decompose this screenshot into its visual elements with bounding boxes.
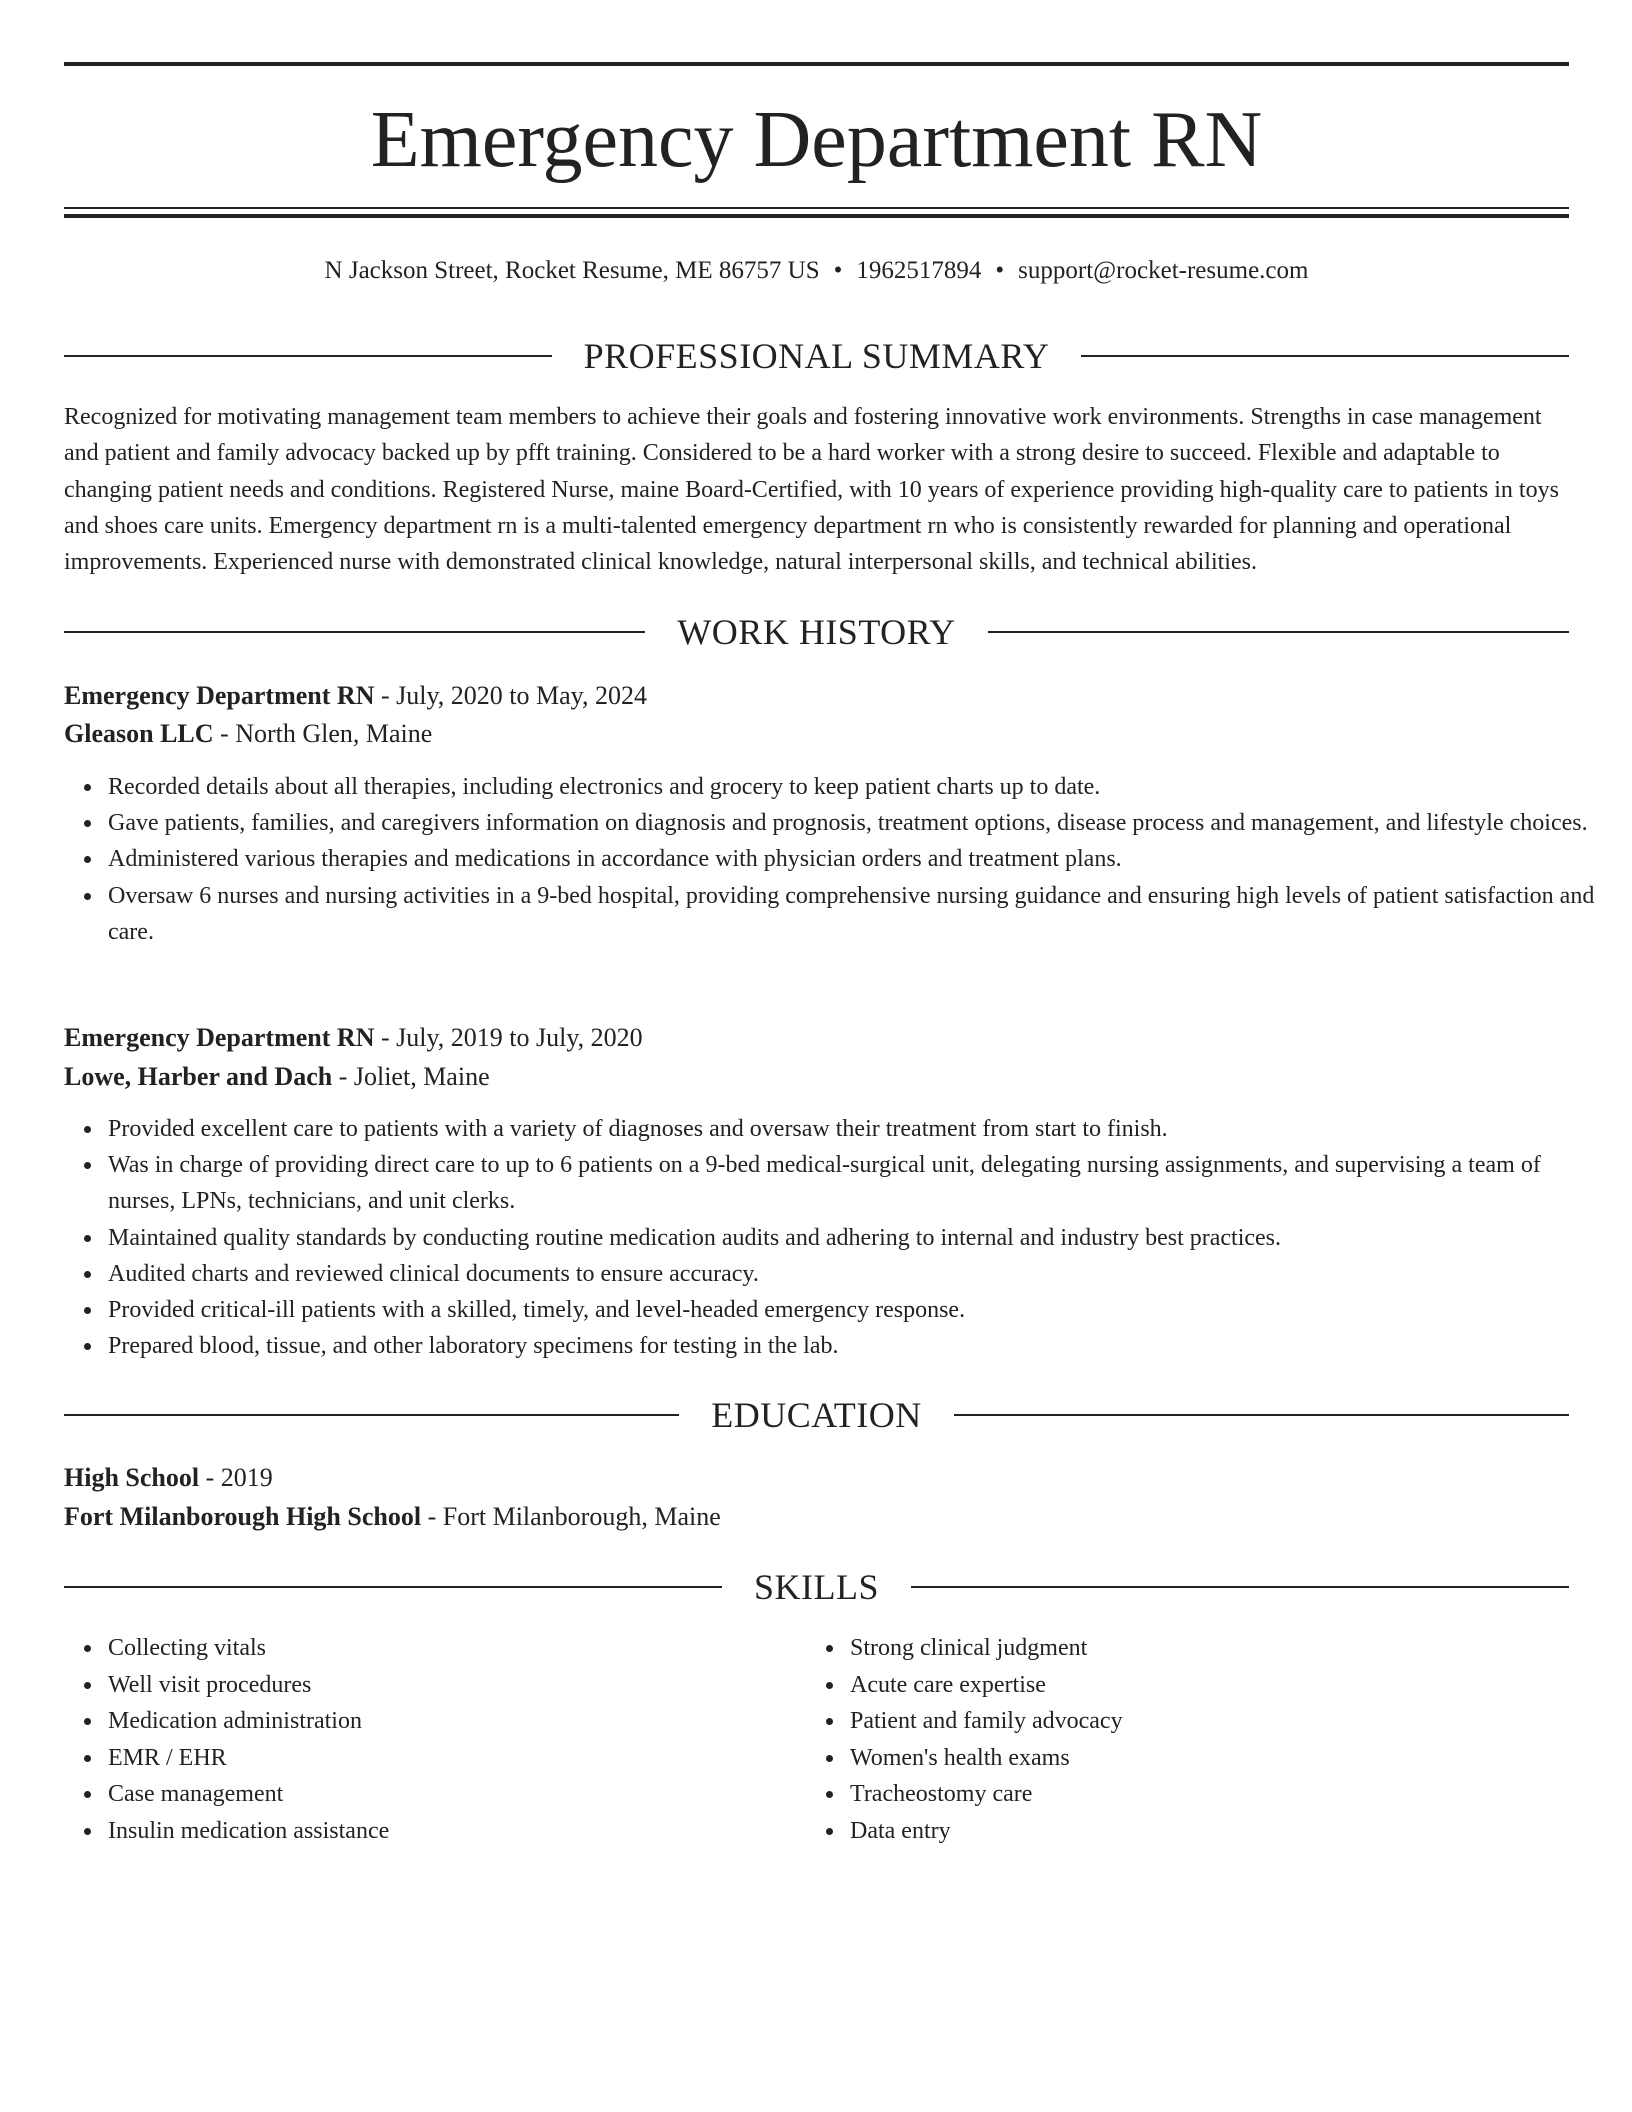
skill-item: Insulin medication assistance — [108, 1813, 808, 1850]
skill-item: Data entry — [850, 1813, 1550, 1850]
skill-item: Well visit procedures — [108, 1667, 808, 1704]
skill-item: Acute care expertise — [850, 1667, 1550, 1704]
job-location: - North Glen, Maine — [213, 719, 433, 748]
job-company: Lowe, Harber and Dach — [64, 1062, 333, 1091]
header-rule-lower — [64, 214, 1569, 218]
section-heading-education — [64, 1393, 1569, 1437]
contact-phone: 1962517894 — [856, 257, 982, 284]
skill-item: Case management — [108, 1776, 808, 1813]
section-title: EDUCATION — [711, 1395, 922, 1435]
section-title: WORK HISTORY — [677, 612, 956, 652]
job-company-line — [64, 715, 1569, 753]
header-top-rule — [64, 62, 1569, 66]
list-item: Maintained quality standards by conducting routine medication audits and adhering to internal and industry best practices. — [108, 1220, 1613, 1256]
skill-item: EMR / EHR — [108, 1740, 808, 1777]
contact-separator: • — [995, 257, 1005, 284]
job-title: Emergency Department RN — [64, 681, 375, 710]
contact-address: N Jackson Street, Rocket Resume, ME 86757 US — [324, 257, 820, 284]
heading-rule-left — [64, 631, 645, 633]
contact-email[interactable]: support@rocket-resume.com — [1018, 257, 1309, 284]
candidate-name: Emergency Department RN — [370, 96, 1263, 184]
heading-rule-right — [954, 1414, 1569, 1416]
header-rule-upper — [64, 207, 1569, 209]
contact-separator: • — [833, 257, 843, 284]
heading-rule-left — [64, 1586, 722, 1588]
education-school-line — [64, 1498, 1569, 1536]
education-degree: High School — [64, 1463, 200, 1492]
skill-item: Patient and family advocacy — [850, 1703, 1550, 1740]
section-heading-work — [64, 610, 1569, 654]
job-title: Emergency Department RN — [64, 1023, 375, 1052]
job-bullets — [64, 1111, 1613, 1364]
list-item: Audited charts and reviewed clinical documents to ensure accuracy. — [108, 1256, 1613, 1292]
education-location: - Fort Milanborough, Maine — [421, 1502, 721, 1531]
job-company-line — [64, 1058, 1569, 1096]
list-item: Gave patients, families, and caregivers information on diagnosis and prognosis, treatment options, disease process and management, and lifestyle choices. — [108, 805, 1613, 841]
list-item: Recorded details about all therapies, including electronics and grocery to keep patient charts up to date. — [108, 769, 1613, 805]
list-item: Oversaw 6 nurses and nursing activities in a 9-bed hospital, providing comprehensive nursing guidance and ensuring high levels of patient satisfaction and care. — [108, 878, 1613, 950]
section-heading-skills — [64, 1565, 1569, 1609]
skills-list-left — [64, 1630, 808, 1850]
job-dates: - July, 2019 to July, 2020 — [374, 1023, 643, 1052]
heading-rule-right — [1081, 355, 1569, 357]
education-year: - 2019 — [199, 1463, 273, 1492]
skills-list-right — [806, 1630, 1550, 1850]
heading-rule-left — [64, 1414, 679, 1416]
list-item: Prepared blood, tissue, and other laboratory specimens for testing in the lab. — [108, 1328, 1613, 1364]
education-degree-line — [64, 1459, 1569, 1497]
heading-rule-left — [64, 355, 552, 357]
list-item: Provided excellent care to patients with a variety of diagnoses and oversaw their treatment from start to finish. — [108, 1111, 1613, 1147]
section-heading-summary — [64, 334, 1569, 378]
skill-item: Collecting vitals — [108, 1630, 808, 1667]
skill-item: Medication administration — [108, 1703, 808, 1740]
summary-text: Recognized for motivating management team members to achieve their goals and fostering innovative work environments. Strengths in case management and patient and family advocacy backed up by pfft training. Considered to be a hard worker with a strong desire to succeed. Flexible and adaptable to changing patient needs and conditions. Registered Nurse, maine Board-Certified, with 10 years of experience providing high-quality care to patients in toys and shoes care units. Emergency department rn is a multi-talented emergency department rn who is consistently rewarded for planning and operational improvements. Experienced nurse with demonstrated clinical knowledge, natural interpersonal skills, and technical abilities. — [64, 404, 1559, 576]
job-title-line — [64, 677, 1569, 715]
skill-item: Women's health exams — [850, 1740, 1550, 1777]
contact-line — [64, 254, 1569, 288]
section-title: SKILLS — [754, 1567, 880, 1607]
education-school: Fort Milanborough High School — [64, 1502, 422, 1531]
skill-item: Tracheostomy care — [850, 1776, 1550, 1813]
skill-item: Strong clinical judgment — [850, 1630, 1550, 1667]
heading-rule-right — [911, 1586, 1569, 1588]
job-company: Gleason LLC — [64, 719, 214, 748]
list-item: Administered various therapies and medications in accordance with physician orders and treatment plans. — [108, 841, 1613, 877]
heading-rule-right — [988, 631, 1569, 633]
job-dates: - July, 2020 to May, 2024 — [374, 681, 647, 710]
list-item: Was in charge of providing direct care to up to 6 patients on a 9-bed medical-surgical unit, delegating nursing assignments, and supervising a team of nurses, LPNs, technicians, and unit clerks. — [108, 1147, 1613, 1219]
job-bullets — [64, 769, 1613, 950]
job-location: - Joliet, Maine — [332, 1062, 490, 1091]
job-title-line — [64, 1019, 1569, 1057]
list-item: Provided critical-ill patients with a skilled, timely, and level-headed emergency response. — [108, 1292, 1613, 1328]
section-title: PROFESSIONAL SUMMARY — [583, 336, 1050, 376]
